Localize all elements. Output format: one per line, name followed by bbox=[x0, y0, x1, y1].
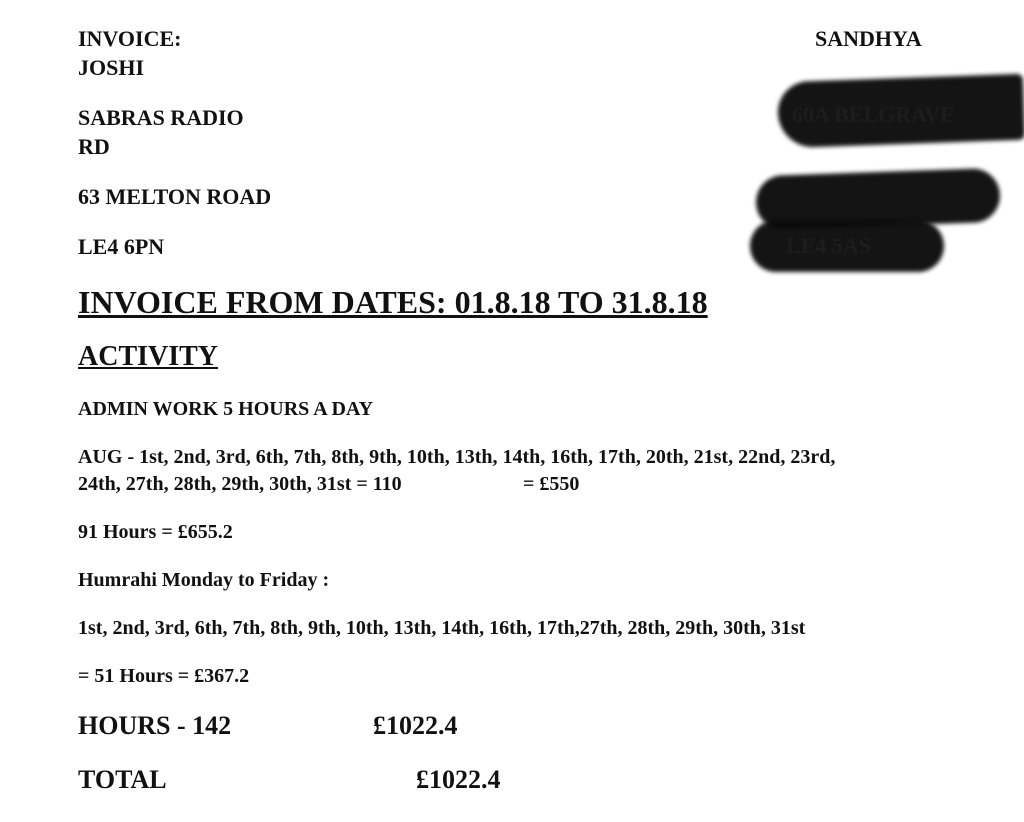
invoice-label: INVOICE: bbox=[78, 26, 182, 51]
recipient-line1: 60A BELGRAVE bbox=[792, 102, 955, 127]
total-amount: £1022.4 bbox=[416, 765, 501, 794]
sender-line1-cont: RD bbox=[78, 134, 110, 159]
admin-dates-line1: AUG - 1st, 2nd, 3rd, 6th, 7th, 8th, 9th, 10th, 13th, 14th, 16th, 17th, 20th, 21st, 22nd, 23rd, bbox=[78, 446, 836, 468]
sender-postcode: LE4 6PN bbox=[78, 234, 165, 259]
client-first-name: SANDHYA bbox=[815, 26, 922, 51]
humrahi-total: = 51 Hours = £367.2 bbox=[78, 665, 250, 687]
client-last-name: JOSHI bbox=[78, 55, 145, 80]
activity-heading: ACTIVITY bbox=[78, 341, 219, 372]
recipient-postcode: LE4 5AS bbox=[786, 233, 871, 258]
hours-summary-label: HOURS - 142 bbox=[78, 711, 232, 740]
sender-line2: 63 MELTON ROAD bbox=[78, 184, 272, 209]
sender-line1: SABRAS RADIO bbox=[78, 105, 244, 130]
hours-summary-amount: £1022.4 bbox=[373, 711, 458, 740]
invoice-title: INVOICE FROM DATES: 01.8.18 TO 31.8.18 bbox=[78, 284, 708, 320]
total-label: TOTAL bbox=[78, 765, 167, 794]
humrahi-heading: Humrahi Monday to Friday : bbox=[78, 569, 330, 591]
admin-heading: ADMIN WORK 5 HOURS A DAY bbox=[78, 398, 374, 420]
admin-amount: = £550 bbox=[523, 473, 580, 495]
hours-91-line: 91 Hours = £655.2 bbox=[78, 521, 233, 543]
humrahi-dates: 1st, 2nd, 3rd, 6th, 7th, 8th, 9th, 10th, 13th, 14th, 16th, 17th,27th, 28th, 29th, 30th, 31st bbox=[78, 617, 806, 639]
admin-dates-line2: 24th, 27th, 28th, 29th, 30th, 31st = 110 bbox=[78, 473, 402, 495]
